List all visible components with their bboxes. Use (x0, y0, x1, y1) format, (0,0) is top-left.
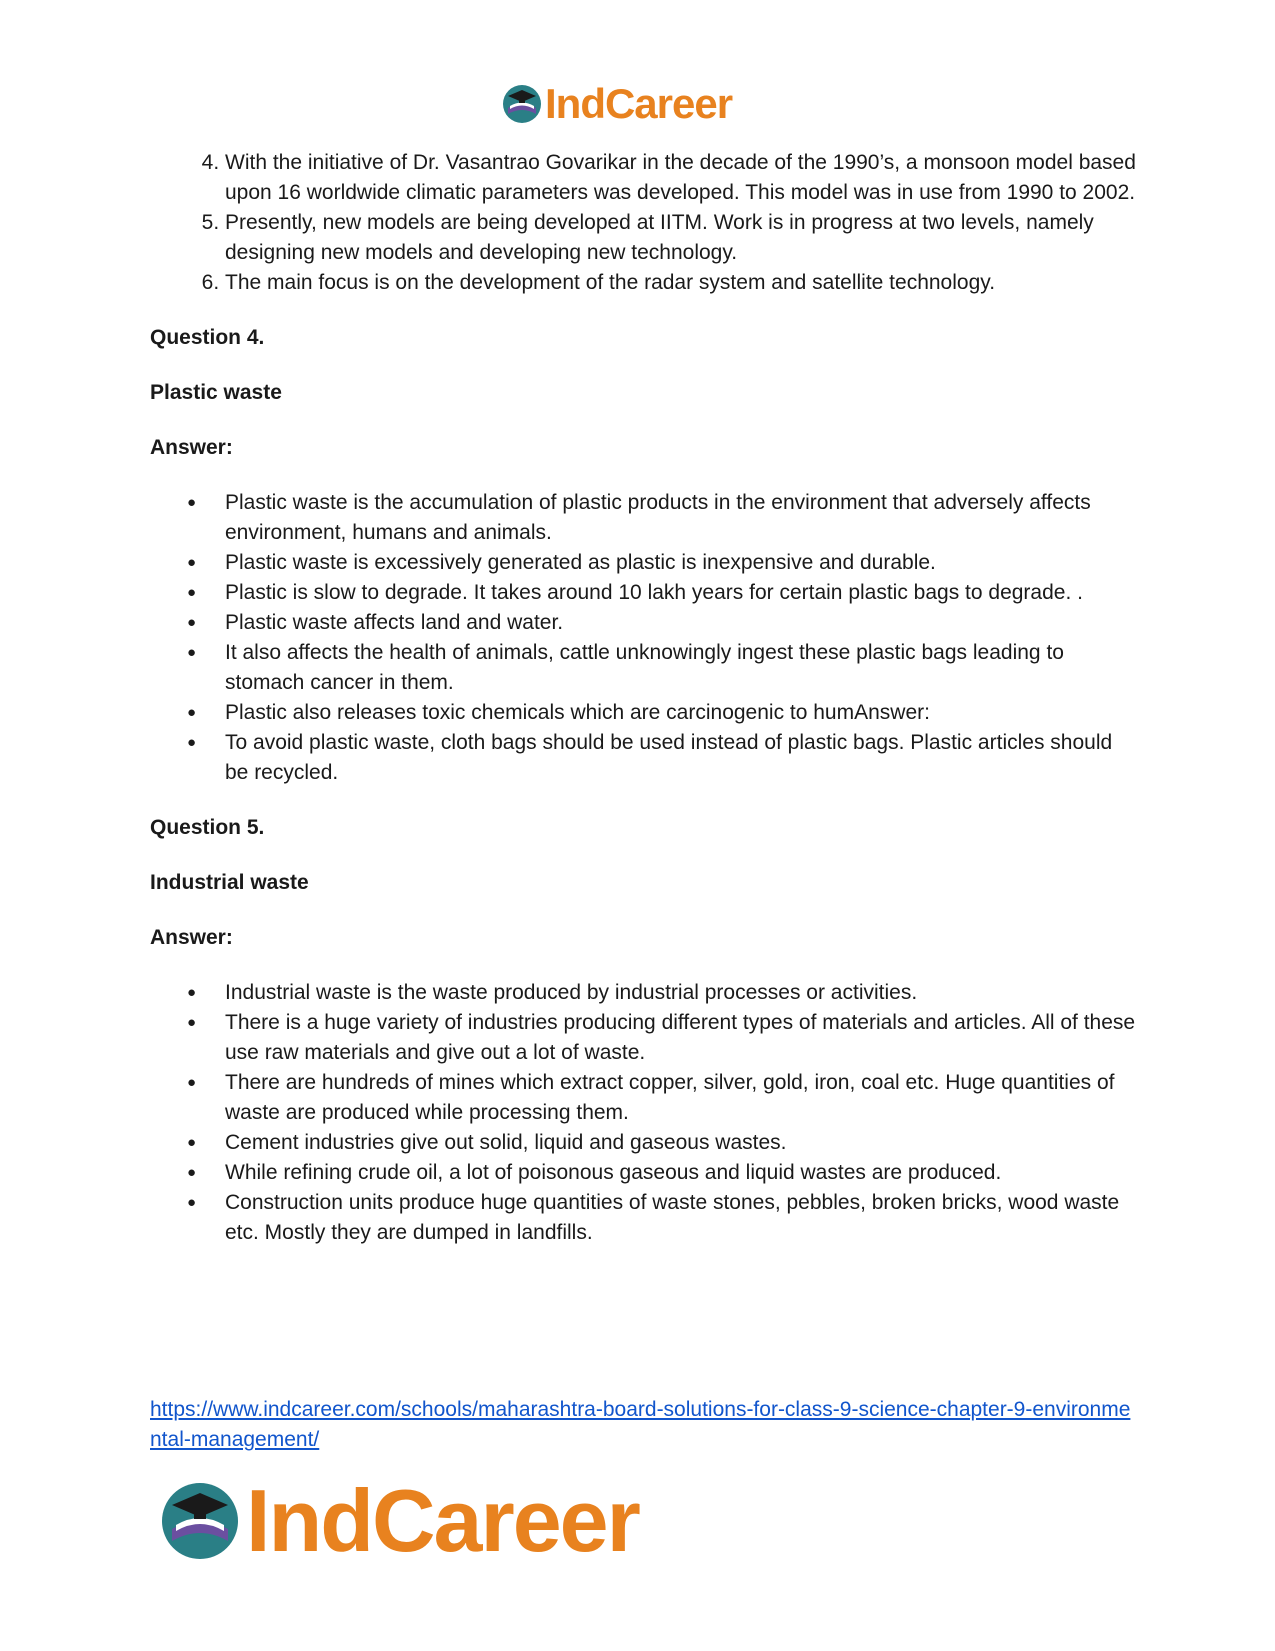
list-item: ● Industrial waste is the waste produced by industrial processes or activities. (225, 978, 1140, 1008)
header-logo (502, 80, 732, 128)
question-5-heading: Question 5. (150, 816, 265, 839)
list-item: ● Plastic waste affects land and water. (225, 608, 1140, 638)
logo-wordmark: IndCareer (246, 1471, 639, 1570)
list-item: 4. With the initiative of Dr. Vasantrao Govarikar in the decade of the 1990’s, a monsoon model based upon 16 worldwide climatic parameters was developed. This model was in use from 1990 to 2002. (225, 148, 1140, 208)
question-4-answer-label: Answer: (150, 436, 233, 459)
question-4-topic: Plastic waste (150, 381, 282, 404)
question-5-topic: Industrial waste (150, 871, 309, 894)
list-item: ● While refining crude oil, a lot of poisonous gaseous and liquid wastes are produced. (225, 1158, 1140, 1188)
graduation-cap-book-icon (160, 1481, 240, 1561)
question-4-answer-list (150, 488, 1140, 788)
list-item: ● Plastic waste is excessively generated as plastic is inexpensive and durable. (225, 548, 1140, 578)
list-item: ● It also affects the health of animals, cattle unknowingly ingest these plastic bags leading to stomach cancer in them. (225, 638, 1140, 698)
logo-wordmark: IndCareer (545, 80, 733, 127)
list-item: ● To avoid plastic waste, cloth bags should be used instead of plastic bags. Plastic articles should be recycled. (225, 728, 1140, 788)
list-item: ● Plastic is slow to degrade. It takes around 10 lakh years for certain plastic bags to degrade. . (225, 578, 1140, 608)
question-5-answer-list (150, 978, 1140, 1248)
list-item: ● There are hundreds of mines which extract copper, silver, gold, iron, coal etc. Huge quantities of waste are produced while processing them. (225, 1068, 1140, 1128)
question-5-answer-label: Answer: (150, 926, 233, 949)
page-content (150, 148, 1140, 1248)
list-item: ● Plastic waste is the accumulation of plastic products in the environment that adversely affects environment, humans and animals. (225, 488, 1140, 548)
footer-logo (160, 1470, 639, 1572)
question-4-heading: Question 4. (150, 326, 265, 349)
list-item: ● Construction units produce huge quantities of waste stones, pebbles, broken bricks, wood waste etc. Mostly they are dumped in landfills. (225, 1188, 1140, 1248)
list-item: ● Plastic also releases toxic chemicals which are carcinogenic to humAnswer: (225, 698, 1140, 728)
numbered-list (150, 148, 1140, 298)
list-item: ● Cement industries give out solid, liquid and gaseous wastes. (225, 1128, 1140, 1158)
graduation-cap-book-icon (502, 84, 542, 124)
source-url-link[interactable]: https://www.indcareer.com/schools/maharashtra-board-solutions-for-class-9-science-chapter-9-environmental-management/ (150, 1398, 1131, 1451)
list-item: ● There is a huge variety of industries producing different types of materials and articles. All of these use raw materials and give out a lot of waste. (225, 1008, 1140, 1068)
list-item: 6. The main focus is on the development of the radar system and satellite technology. (225, 268, 1140, 298)
list-item: 5. Presently, new models are being developed at IITM. Work is in progress at two levels, namely designing new models and developing new technology. (225, 208, 1140, 268)
